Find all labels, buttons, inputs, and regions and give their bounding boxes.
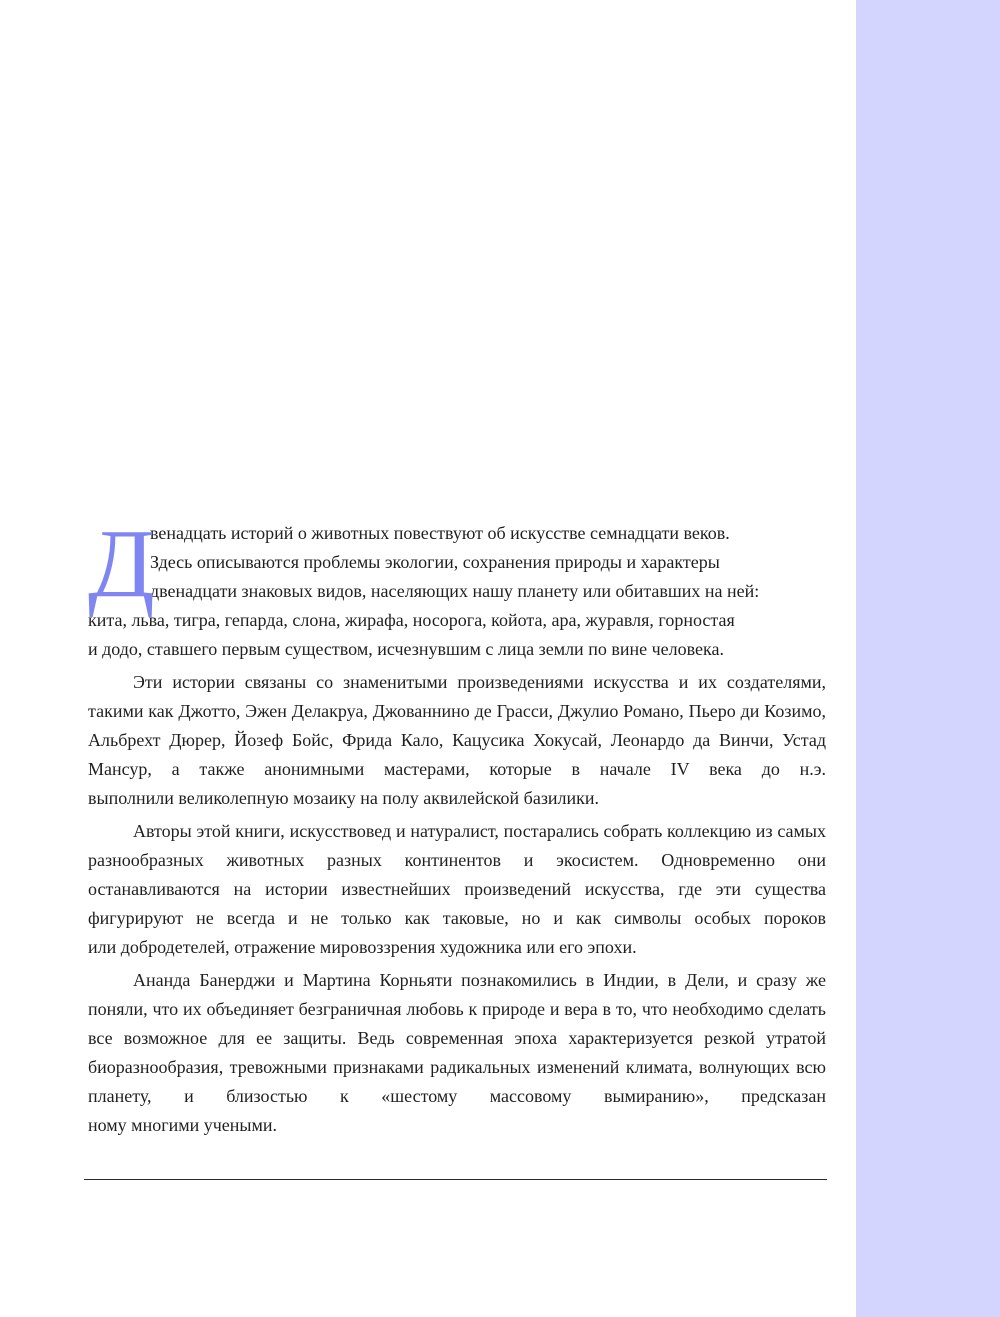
intro-line: кита, льва, тигра, гепарда, слона, жирафа, носорога, койота, ара, журавля, горностая [88, 610, 735, 630]
intro-paragraph [88, 510, 826, 664]
horizontal-rule [84, 1179, 827, 1180]
paragraph-last-line: или добродетелей, отражение мировоззрения художника или его эпохи. [88, 937, 637, 957]
intro-line: венадцать историй о животных повествуют об искусстве семнадцати веков. [150, 523, 730, 543]
paragraph-artists [88, 668, 826, 813]
paragraph-last-line: выполнили великолепную мозаику на полу аквилейской базилики. [88, 788, 600, 808]
intro-line: Здесь описываются проблемы экологии, сохранения природы и характеры [150, 552, 720, 572]
body-text [88, 510, 826, 1140]
side-color-band [856, 0, 1000, 1317]
intro-line: и додо, ставшего первым существом, исчезнувшим с лица земли по вине человека. [88, 639, 724, 659]
paragraph-meeting [88, 966, 826, 1140]
paragraph-last-line: ному многими учеными. [88, 1115, 278, 1135]
paragraph-body: Авторы этой книги, искусствовед и натуралист, постарались собрать коллекцию из самых разнообразных животных разных континентов и экосистем. Одновременно они останавливаются на истории известнейших произведений искусства, где эти существа фигурируют не всегда и не только как таковые, но и как символы особых пороков [88, 821, 826, 928]
paragraph-body: Эти истории связаны со знаменитыми произведениями искусства и их создателями, такими как Джотто, Эжен Делакруа, Джованнино де Грасси, Джулио Романо, Пьеро ди Козимо, Альбрехт Дюрер, Йозеф Бойс, Фрида Кало, Кацусика Хокусай, Леонардо да Винчи, Устад Мансур, а также анонимными мастерами, которые в начале IV века до н.э. [88, 672, 826, 779]
drop-cap: Д [88, 510, 155, 618]
paragraph-body: Ананда Банерджи и Мартина Корньяти познакомились в Индии, в Дели, и сразу же поняли, что их объединяет безграничная любовь к природе и вера в то, что необходимо сделать все возможное для ее защиты. Ведь современная эпоха характеризуется резкой утратой биоразнообразия, тревожными признаками радикальных изменений климата, волнующих всю планету, и близостью к «шестому массовому вымиранию», предсказан [88, 970, 826, 1106]
intro-line: двенадцати знаковых видов, населяющих нашу планету или обитавших на ней: [150, 581, 760, 601]
paragraph-authors [88, 817, 826, 962]
